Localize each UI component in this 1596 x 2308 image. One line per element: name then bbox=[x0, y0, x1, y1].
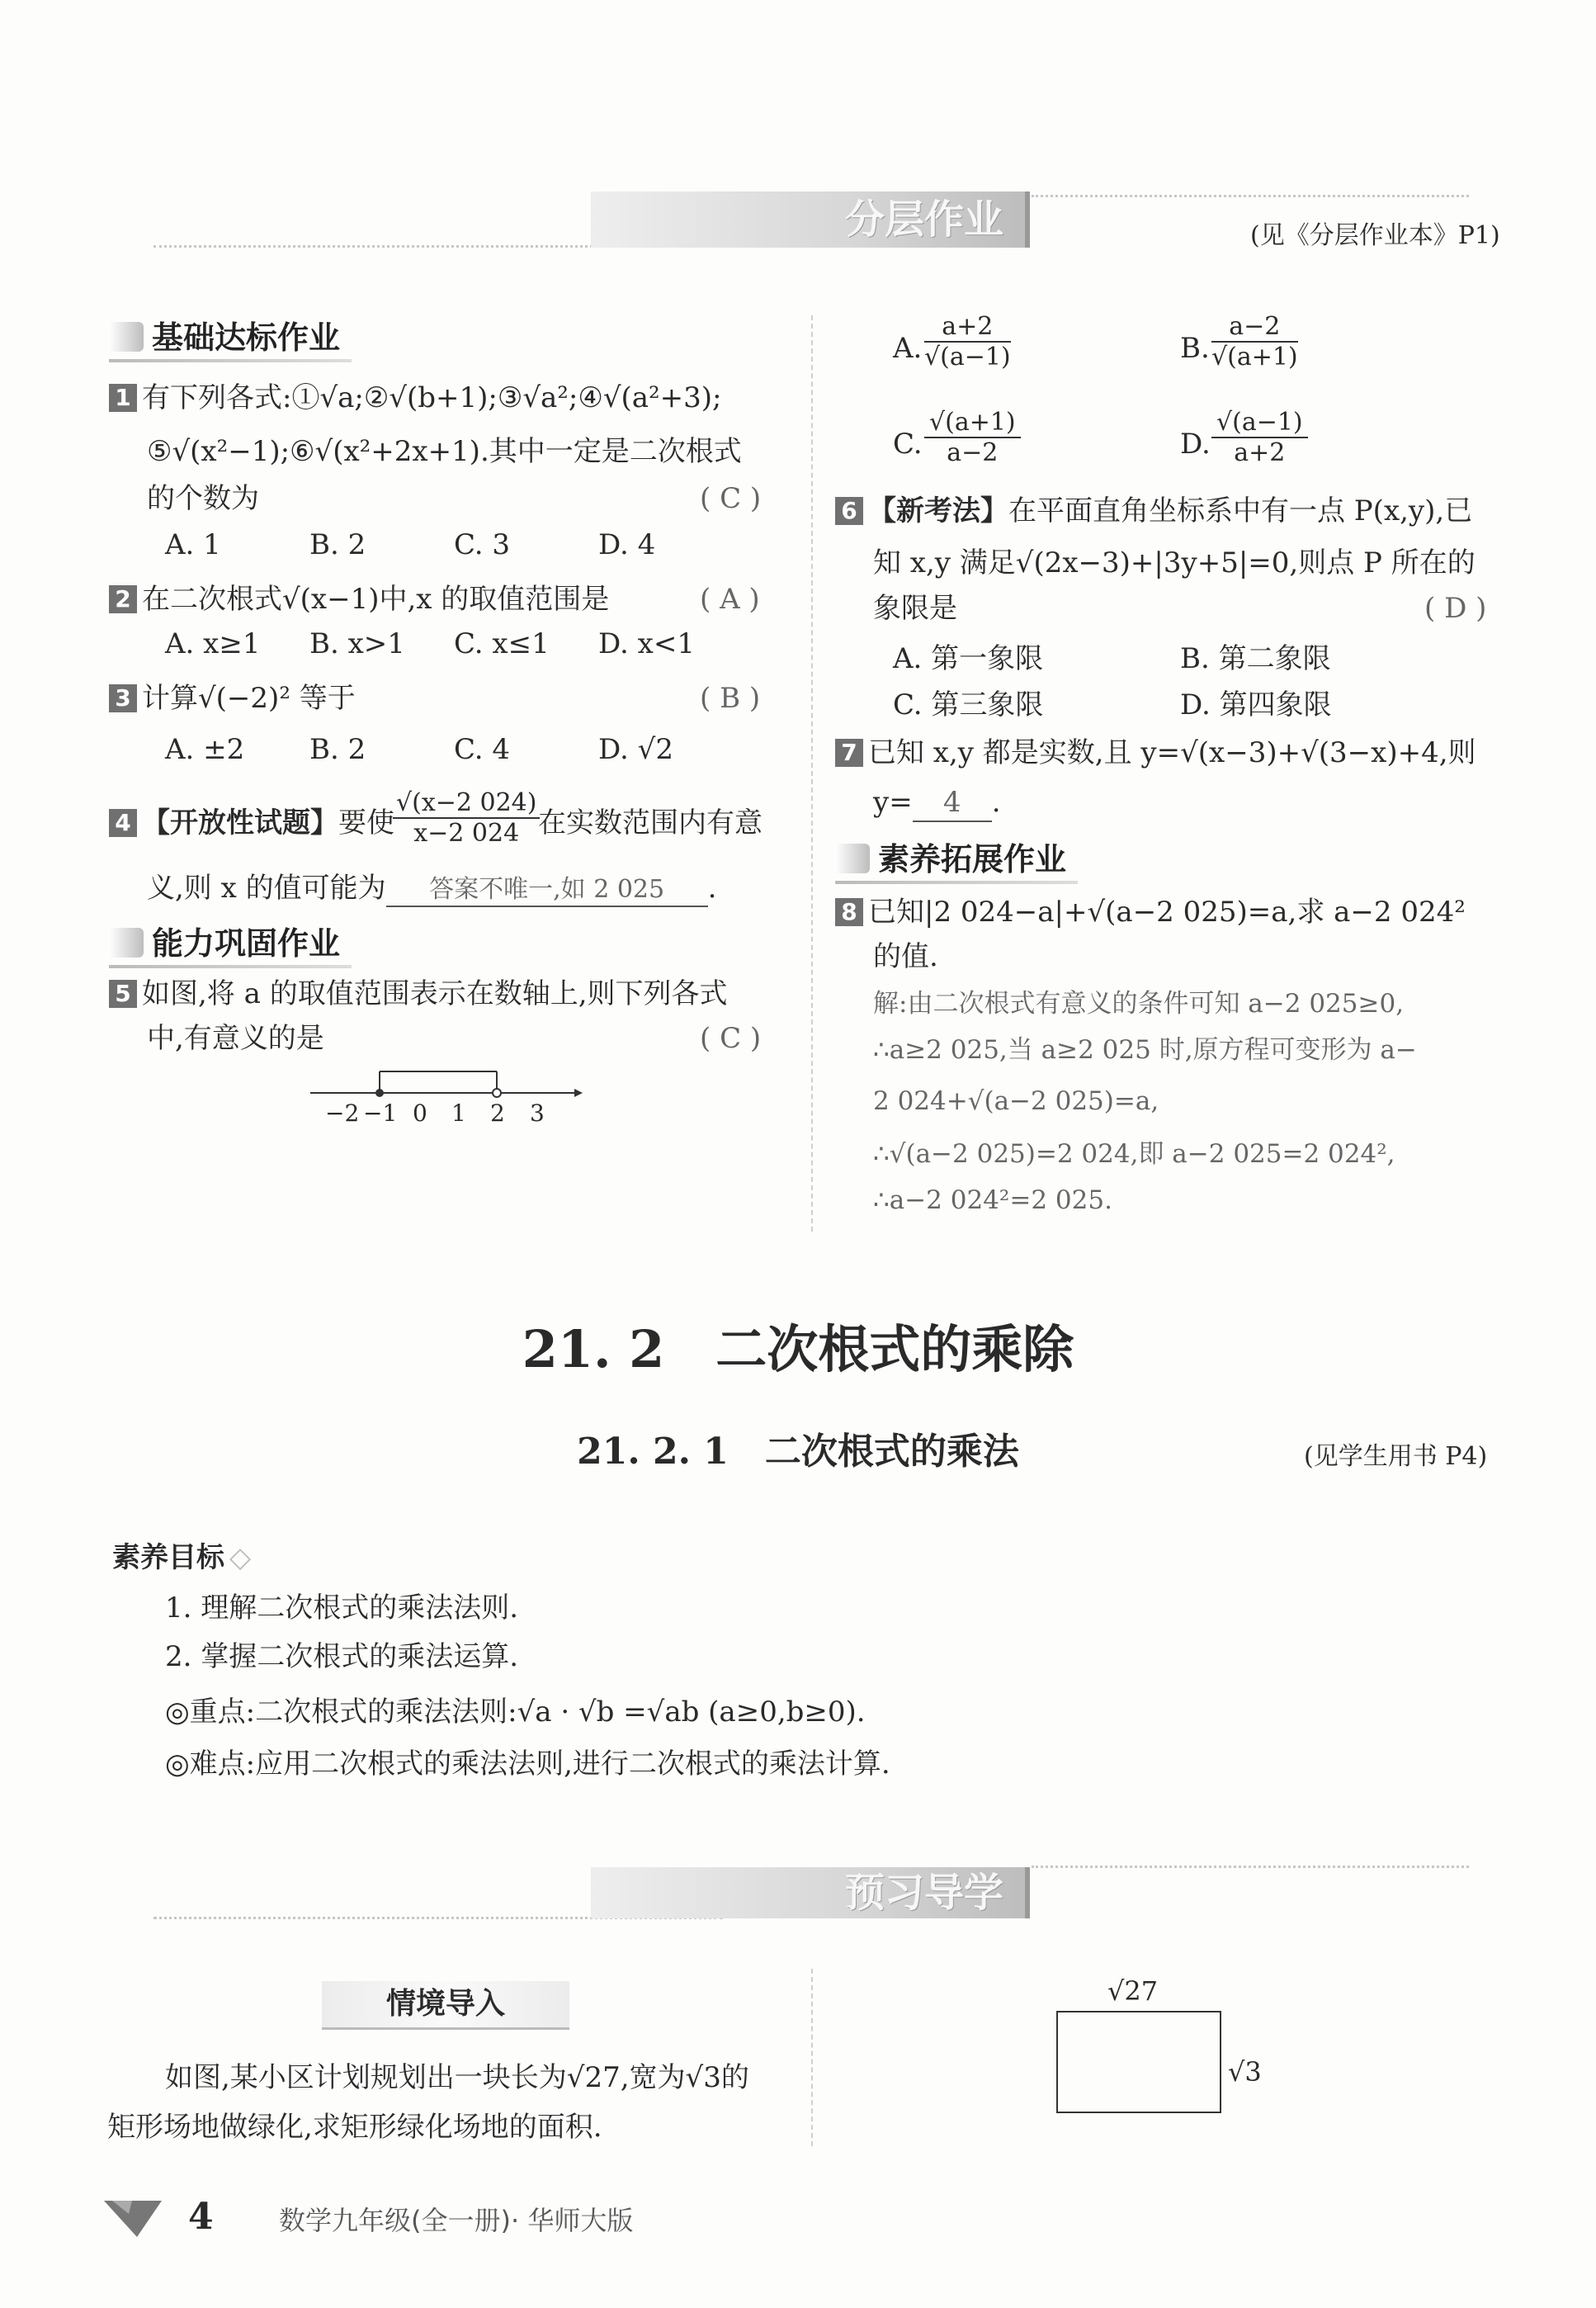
question-3: 3 计算√(−2)² 等于 bbox=[109, 680, 356, 717]
q8-solution-4: ∴√(a−2 025)=2 024,即 a−2 025=2 024², bbox=[873, 1139, 1395, 1169]
footer-logo-icon bbox=[104, 2194, 162, 2237]
section-head-ability: 能力巩固作业 bbox=[109, 918, 340, 963]
q1-option-b: B. 2 bbox=[309, 528, 366, 561]
q3-option-b: B. 2 bbox=[309, 733, 366, 766]
q2-option-a: A. x≥1 bbox=[165, 627, 261, 660]
rectangle-figure bbox=[1056, 2011, 1221, 2113]
q2-option-b: B. x>1 bbox=[309, 627, 405, 660]
page-number: 4 bbox=[188, 2196, 214, 2238]
goals-heading: 素养目标 ◇ bbox=[112, 1541, 252, 1574]
axis-tick: 3 bbox=[530, 1100, 545, 1127]
q3-option-c: C. 4 bbox=[454, 733, 511, 766]
axis-tick: −2 bbox=[325, 1100, 360, 1127]
question-6-answer: ( D ) bbox=[1424, 592, 1487, 625]
question-1-line2: ⑤√(x²−1);⑥√(x²+2x+1).其中一定是二次根式 bbox=[147, 435, 742, 468]
question-6-line2: 知 x,y 满足√(2x−3)+|3y+5|=0,则点 P 所在的 bbox=[873, 546, 1476, 579]
q4-answer-blank: 答案不唯一,如 2 025 bbox=[386, 873, 708, 907]
question-1: 1 有下列各式:①√a;②√(b+1);③√a²;④√(a²+3); bbox=[109, 380, 722, 416]
q8-solution-3: 2 024+√(a−2 025)=a, bbox=[873, 1086, 1159, 1116]
q6-option-b: B. 第二象限 bbox=[1180, 642, 1331, 675]
q3-option-d: D. √2 bbox=[598, 733, 673, 766]
q5-option-d: √(a−1) a+2 bbox=[1211, 408, 1308, 467]
preview-banner: 预习导学 bbox=[591, 1867, 1030, 1918]
section-ref: (见学生用书 P4) bbox=[1304, 1442, 1488, 1471]
question-7-line2: y= 4 . bbox=[873, 784, 1001, 822]
goal-item-2: 2. 掌握二次根式的乘法运算. bbox=[165, 1640, 519, 1673]
question-8: 8 已知|2 024−a|+√(a−2 025)=a,求 a−2 024² bbox=[835, 894, 1466, 930]
question-5-answer: ( C ) bbox=[700, 1022, 762, 1055]
q5-option-b: a−2 √(a+1) bbox=[1211, 312, 1298, 371]
preview-divider bbox=[811, 1969, 813, 2146]
question-7: 7 已知 x,y 都是实数,且 y=√(x−3)+√(3−x)+4,则 bbox=[835, 735, 1476, 771]
banner-line-right bbox=[1032, 195, 1469, 197]
column-divider bbox=[811, 315, 813, 1232]
section-title: 21. 2 二次根式的乘除 bbox=[522, 1319, 1074, 1379]
preview-subheading: 情境导入 bbox=[322, 1981, 569, 2030]
top-banner bbox=[591, 192, 1030, 248]
question-4-line2: 义,则 x 的值可能为 答案不唯一,如 2 025 . bbox=[147, 870, 716, 907]
q8-solution-2: ∴a≥2 025,当 a≥2 025 时,原方程可变形为 a− bbox=[873, 1035, 1417, 1065]
question-3-answer: ( B ) bbox=[700, 682, 761, 715]
q4-fraction: √(x−2 024) x−2 024 bbox=[393, 788, 540, 848]
figure-side-label: √3 bbox=[1228, 2056, 1262, 2088]
q1-option-c: C. 3 bbox=[454, 528, 511, 561]
section-head-extend: 素养拓展作业 bbox=[835, 834, 1066, 879]
question-1-answer: ( C ) bbox=[700, 482, 762, 515]
question-2: 2 在二次根式√(x−1)中,x 的取值范围是 bbox=[109, 581, 609, 617]
question-1-line3: 的个数为 bbox=[147, 482, 259, 515]
q6-option-c: C. 第三象限 bbox=[893, 688, 1044, 721]
section-subtitle: 21. 2. 1 二次根式的乘法 bbox=[577, 1431, 1019, 1473]
top-banner-title: 分层作业 bbox=[844, 196, 1003, 243]
q7-answer-blank: 4 bbox=[913, 784, 992, 822]
q5-option-b-label: B. bbox=[1180, 332, 1210, 365]
section-mark-icon bbox=[109, 322, 144, 352]
q3-option-a: A. ±2 bbox=[165, 733, 245, 766]
book-title: 数学九年级(全一册)· 华师大版 bbox=[279, 2205, 634, 2236]
q5-option-c: √(a+1) a−2 bbox=[924, 408, 1021, 467]
q1-option-d: D. 4 bbox=[598, 528, 656, 561]
axis-tick: −1 bbox=[363, 1100, 398, 1127]
q1-option-a: A. 1 bbox=[165, 528, 221, 561]
q6-option-d: D. 第四象限 bbox=[1180, 688, 1332, 721]
q5-option-a-label: A. bbox=[893, 332, 923, 365]
diamond-icon: ◇ bbox=[229, 1541, 252, 1574]
q8-solution-5: ∴a−2 024²=2 025. bbox=[873, 1185, 1112, 1215]
question-4-post: 在实数范围内有意 bbox=[538, 806, 763, 839]
top-banner-ref: (见《分层作业本》P1) bbox=[1250, 221, 1500, 250]
question-4: 4 【开放性试题】要使 bbox=[109, 805, 394, 841]
goal-key-point: ◎重点:二次根式的乘法法则:√a · √b =√ab (a≥0,b≥0). bbox=[165, 1696, 866, 1729]
q6-option-a: A. 第一象限 bbox=[893, 642, 1044, 675]
axis-tick: 2 bbox=[490, 1100, 505, 1127]
question-6-line3: 象限是 bbox=[873, 592, 957, 625]
question-8-line2: 的值. bbox=[873, 940, 938, 973]
axis-tick: 0 bbox=[413, 1100, 427, 1127]
q5-option-c-label: C. bbox=[893, 428, 923, 461]
section-head-basic: 基础达标作业 bbox=[109, 312, 340, 357]
goal-item-1: 1. 理解二次根式的乘法法则. bbox=[165, 1591, 519, 1625]
question-6: 6 【新考法】在平面直角坐标系中有一点 P(x,y),已 bbox=[835, 493, 1472, 529]
goal-difficult-point: ◎难点:应用二次根式的乘法法则,进行二次根式的乘法计算. bbox=[165, 1748, 890, 1781]
axis-tick: 1 bbox=[451, 1100, 466, 1127]
preview-line-right bbox=[1032, 1866, 1469, 1868]
number-line bbox=[307, 1065, 588, 1131]
question-5: 5 如图,将 a 的取值范围表示在数轴上,则下列各式 bbox=[109, 976, 728, 1012]
q2-option-c: C. x≤1 bbox=[454, 627, 550, 660]
preview-text-line1: 如图,某小区计划规划出一块长为√27,宽为√3的 bbox=[165, 2061, 749, 2094]
q5-option-d-label: D. bbox=[1180, 428, 1211, 461]
figure-top-label: √27 bbox=[1107, 1975, 1159, 2007]
q8-solution-1: 解:由二次根式有意义的条件可知 a−2 025≥0, bbox=[873, 989, 1405, 1019]
question-5-line2: 中,有意义的是 bbox=[147, 1022, 324, 1055]
q2-option-d: D. x<1 bbox=[598, 627, 695, 660]
q5-option-a: a+2 √(a−1) bbox=[924, 312, 1011, 371]
preview-text-line2: 矩形场地做绿化,求矩形绿化场地的面积. bbox=[107, 2111, 602, 2144]
question-2-answer: ( A ) bbox=[700, 583, 760, 616]
